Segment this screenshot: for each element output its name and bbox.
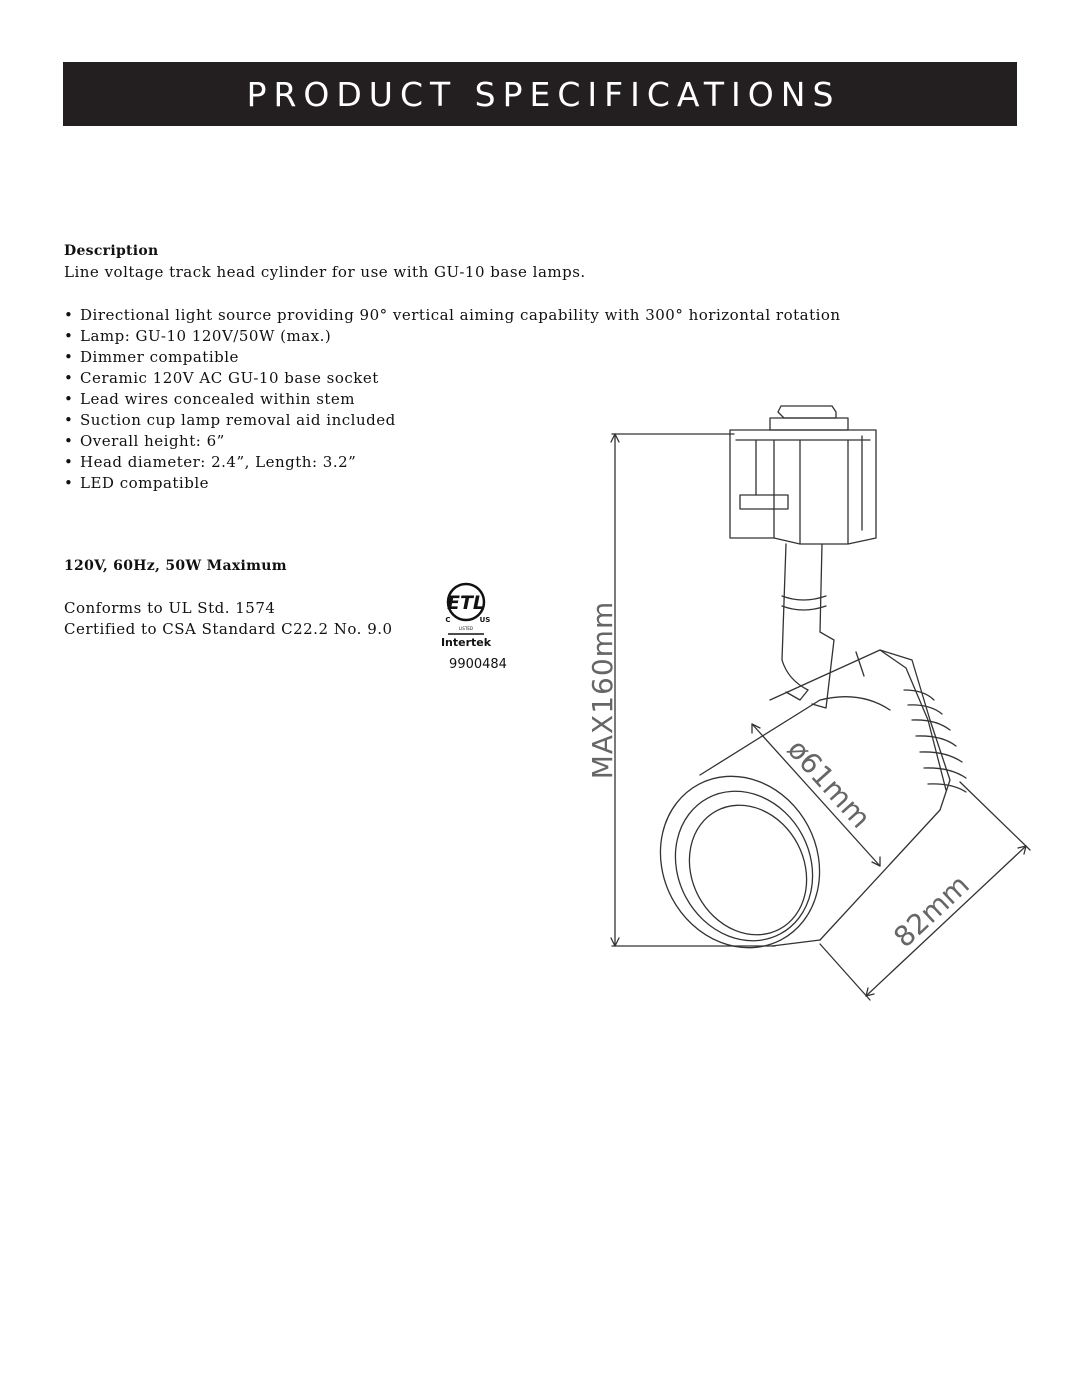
- certification-line: Conforms to UL Std. 1574: [64, 599, 276, 617]
- track-adapter: [730, 406, 876, 544]
- diameter-dimension-label: ø61mm: [780, 732, 878, 835]
- etl-listed-text: LISTED: [459, 626, 473, 631]
- length-dimension-label: 82mm: [887, 868, 976, 954]
- feature-item: • Head diameter: 2.4”, Length: 3.2”: [64, 452, 841, 473]
- track-head-drawing: [570, 390, 1050, 1010]
- height-dimension-label: MAX160mm: [586, 600, 619, 780]
- feature-item: • Directional light source providing 90° vertical aiming capability with 300° horizontal rotation: [64, 305, 841, 326]
- feature-item: • Ceramic 120V AC GU-10 base socket: [64, 368, 841, 389]
- height-dimension-line: [611, 434, 775, 946]
- header-bar: [63, 62, 1017, 126]
- feature-item: • Lead wires concealed within stem: [64, 389, 841, 410]
- feature-item: • LED compatible: [64, 473, 841, 494]
- electrical-rating: 120V, 60Hz, 50W Maximum: [64, 558, 287, 574]
- etl-control-number: 9900484: [449, 657, 507, 672]
- heat-sink-fins: [904, 690, 966, 792]
- feature-item: • Overall height: 6”: [64, 431, 841, 452]
- certification-line: Certified to CSA Standard C22.2 No. 9.0: [64, 620, 393, 638]
- feature-item: • Lamp: GU-10 120V/50W (max.): [64, 326, 841, 347]
- feature-item: • Dimmer compatible: [64, 347, 841, 368]
- feature-item: • Suction cup lamp removal aid included: [64, 410, 841, 431]
- intertek-brand: Intertek: [440, 636, 492, 649]
- description-text: Line voltage track head cylinder for use with GU-10 base lamps.: [64, 263, 586, 281]
- etl-letters: ETL: [446, 592, 486, 614]
- etl-us-mark: US: [479, 616, 491, 624]
- certification-list: [64, 598, 393, 640]
- description-heading: Description: [64, 243, 159, 259]
- page-title: PRODUCT SPECIFICATIONS: [246, 74, 841, 114]
- etl-c-mark: C: [445, 616, 451, 624]
